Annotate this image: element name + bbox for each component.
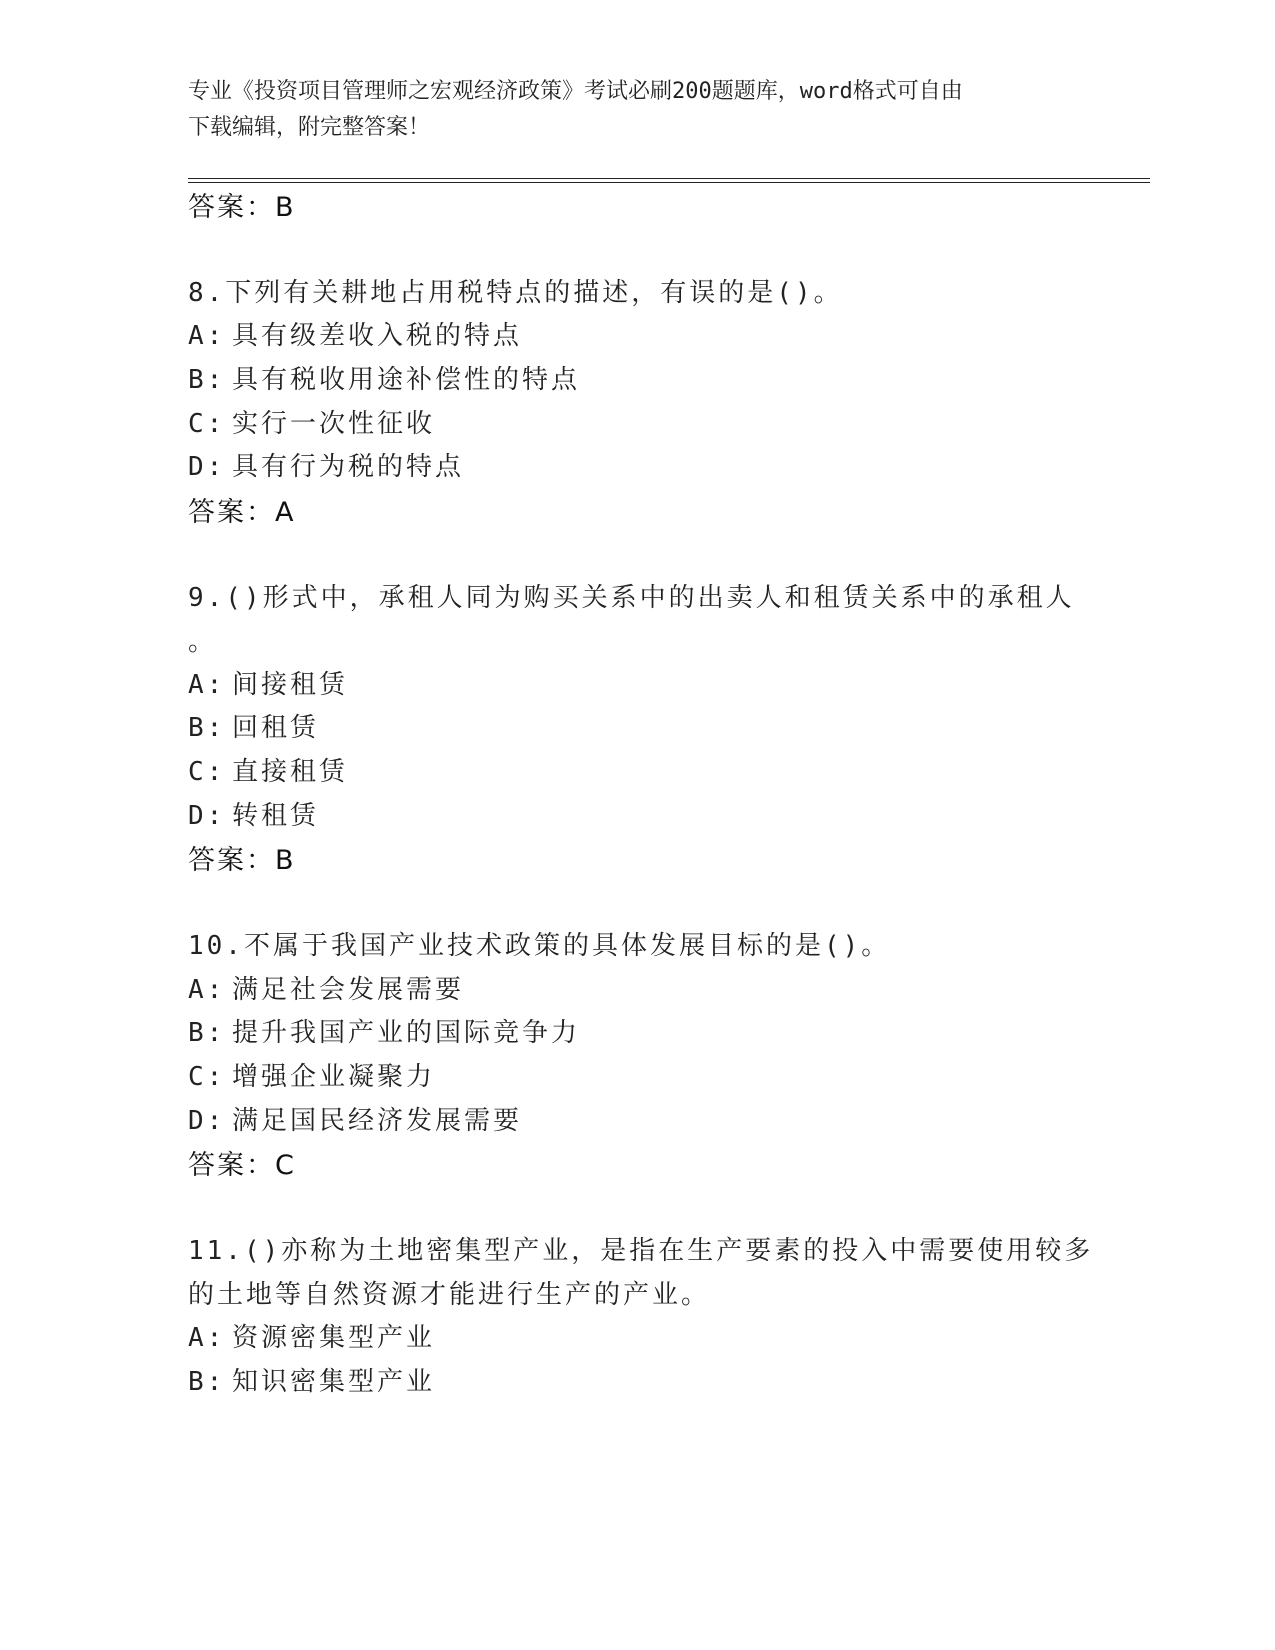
question-9-option-b: B: 回租赁 <box>188 713 320 743</box>
header-divider-bottom <box>188 182 1150 183</box>
question-8-stem: 8.下列有关耕地占用税特点的描述，有误的是()。 <box>188 278 843 308</box>
document-header <box>188 74 1088 146</box>
question-8-answer: 答案：A <box>188 497 296 528</box>
question-8-option-b: B: 具有税收用途补偿性的特点 <box>188 365 581 395</box>
question-10-option-d: D: 满足国民经济发展需要 <box>188 1106 523 1136</box>
answer-label: 答案：B <box>188 192 296 223</box>
question-9-option-a: A: 间接租赁 <box>188 670 349 700</box>
question-9-option-d: D: 转租赁 <box>188 801 320 831</box>
question-9-stem-line-2: 。 <box>188 627 218 657</box>
question-10-stem: 10.不属于我国产业技术政策的具体发展目标的是()。 <box>188 931 891 961</box>
header-line-2: 下载编辑，附完整答案！ <box>188 115 431 140</box>
question-8-option-d: D: 具有行为税的特点 <box>188 452 465 482</box>
question-9-answer: 答案：B <box>188 845 296 876</box>
question-9-option-c: C: 直接租赁 <box>188 757 349 787</box>
question-10-option-c: C: 增强企业凝聚力 <box>188 1062 436 1092</box>
question-10-option-b: B: 提升我国产业的国际竞争力 <box>188 1018 581 1048</box>
question-11-option-b: B: 知识密集型产业 <box>188 1367 436 1397</box>
question-11-stem-line-1: 11.()亦称为土地密集型产业，是指在生产要素的投入中需要使用较多 <box>188 1236 1094 1266</box>
question-10-option-a: A: 满足社会发展需要 <box>188 975 465 1005</box>
question-9-stem-line-1: 9.()形式中，承租人同为购买关系中的出卖人和租赁关系中的承租人 <box>188 583 1075 613</box>
question-8-option-a: A: 具有级差收入税的特点 <box>188 321 523 351</box>
header-divider-top <box>188 178 1150 179</box>
question-11-option-a: A: 资源密集型产业 <box>188 1323 436 1353</box>
header-line-1: 专业《投资项目管理师之宏观经济政策》考试必刷200题题库，word格式可自由 <box>188 79 963 104</box>
question-11-stem-line-2: 的土地等自然资源才能进行生产的产业。 <box>188 1280 711 1310</box>
question-10-answer: 答案：C <box>188 1150 296 1181</box>
question-8-option-c: C: 实行一次性征收 <box>188 409 436 439</box>
